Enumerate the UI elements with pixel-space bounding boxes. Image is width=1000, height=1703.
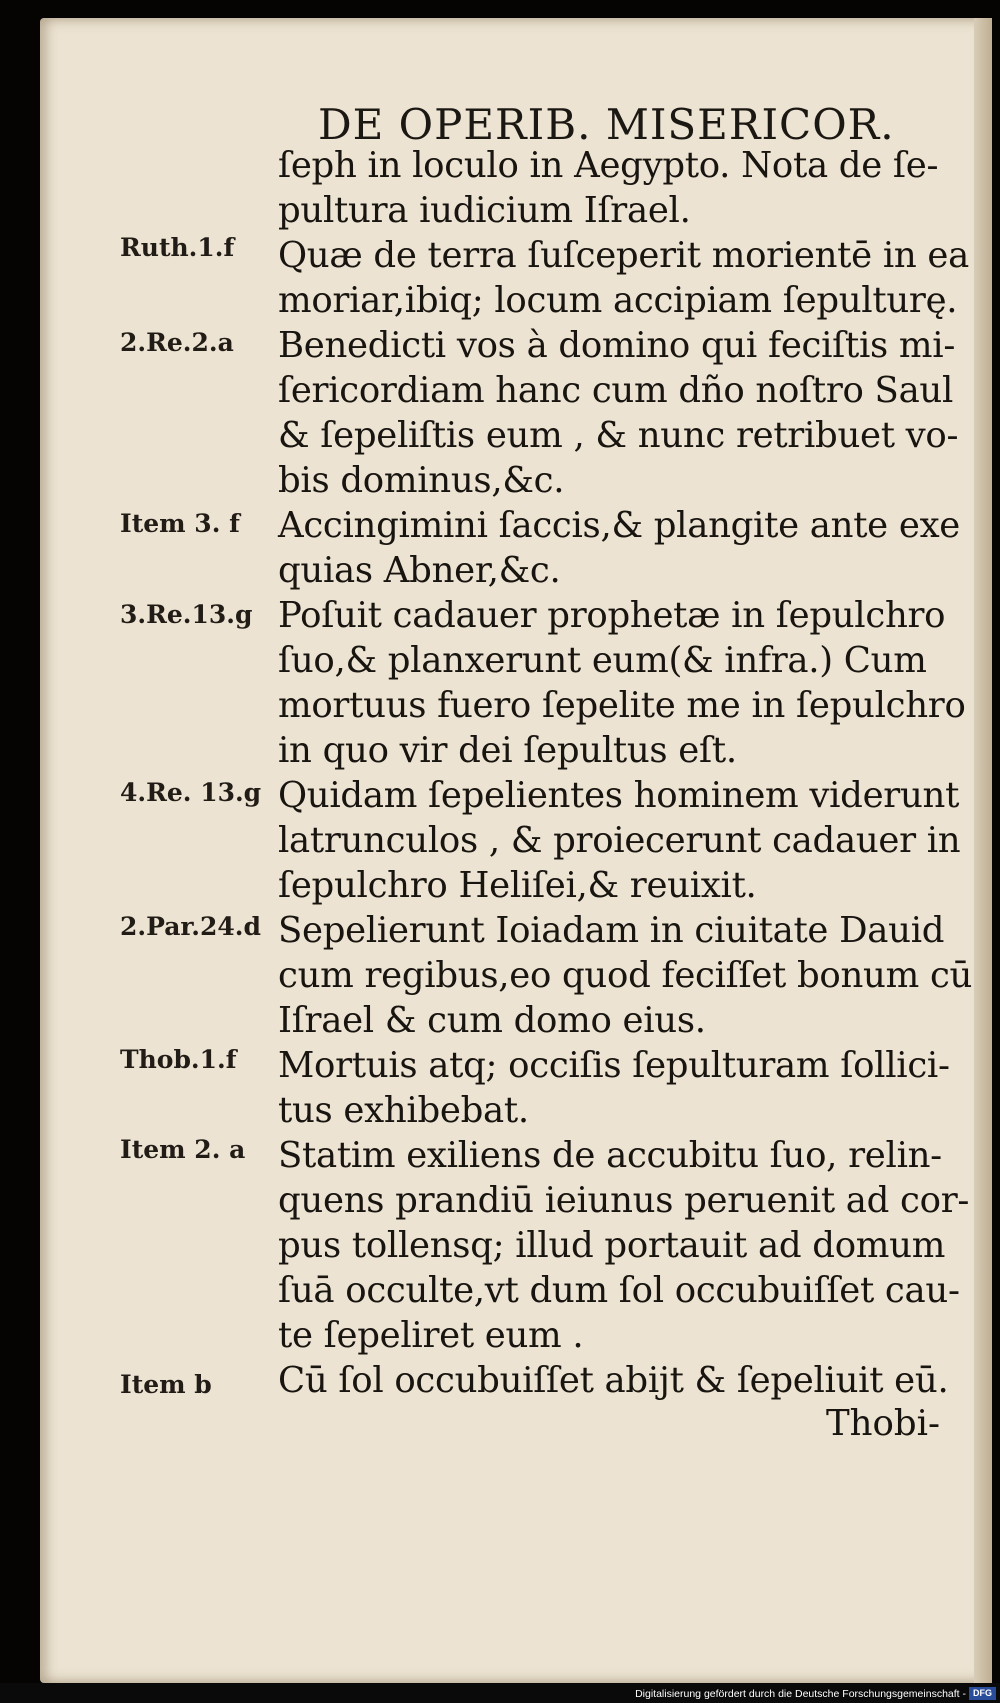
running-head: DE OPERIB. MISERICOR.	[318, 100, 895, 149]
margin-note: Thob.1.f	[120, 1045, 237, 1074]
text-line: Sepelierunt Ioiadam in ciuitate Dauid	[278, 910, 945, 951]
text-line: Quidam ſepelientes hominem viderunt	[278, 775, 960, 816]
text-line: Poſuit cadauer prophetæ in ſepulchro	[278, 595, 946, 636]
text-line: ſuā occulte,vt dum ſol occubuiſſet cau-	[278, 1270, 960, 1311]
text-line: Mortuis atq; occiſis ſepulturam ſollici-	[278, 1045, 950, 1086]
text-line: mortuus fuero ſepelite me in ſepulchro	[278, 685, 966, 726]
text-line: bis dominus,&c.	[278, 460, 565, 501]
text-line: pus tollensq; illud portauit ad domum	[278, 1225, 946, 1266]
footer-bar	[0, 1683, 1000, 1703]
text-line: Statim exiliens de accubitu ſuo, relin-	[278, 1135, 942, 1176]
text-line: ſuo,& planxerunt eum(& infra.) Cum	[278, 640, 927, 681]
text-line: tus exhibebat.	[278, 1090, 529, 1131]
text-line: Accingimini ſaccis,& plangite ante exe	[278, 505, 960, 546]
dfg-logo-icon[interactable]: DFG	[969, 1687, 996, 1700]
margin-note: Item 2. a	[120, 1135, 246, 1164]
margin-note: 3.Re.13.g	[120, 600, 253, 629]
text-line: quens prandiū ieiunus peruenit ad cor-	[278, 1180, 970, 1221]
text-line: moriar,ibiq; locum accipiam ſepulturę.	[278, 280, 958, 321]
catchword: Thobi-	[826, 1403, 940, 1444]
page-edge	[974, 18, 992, 1683]
text-line: Benedicti vos à domino qui feciſtis mi-	[278, 325, 956, 366]
text-line: ſepulchro Heliſei,& reuixit.	[278, 865, 757, 906]
text-line: Quæ de terra ſuſceperit morientē in ea	[278, 235, 970, 276]
text-line: pultura iudicium Iſrael.	[278, 190, 691, 231]
text-line: te ſepeliret eum .	[278, 1315, 584, 1356]
margin-note: 2.Re.2.a	[120, 328, 234, 357]
margin-note: 2.Par.24.d	[120, 912, 261, 941]
margin-note: Item b	[120, 1370, 212, 1399]
margin-note: Item 3. f	[120, 509, 240, 538]
text-line: cum regibus,eo quod feciſſet bonum cū	[278, 955, 973, 996]
funding-notice: Digitalisierung gefördert durch die Deutsche Forschungsgemeinschaft -	[635, 1688, 966, 1700]
margin-note: Ruth.1.f	[120, 233, 235, 262]
text-line: Iſrael & cum domo eius.	[278, 1000, 706, 1041]
text-line: ſericordiam hanc cum dño noſtro Saul	[278, 370, 954, 411]
text-line: ſeph in loculo in Aegypto. Nota de ſe-	[278, 145, 939, 186]
text-line: latrunculos , & proiecerunt cadauer in	[278, 820, 961, 861]
text-line: in quo vir dei ſepultus eſt.	[278, 730, 737, 771]
margin-note: 4.Re. 13.g	[120, 778, 262, 807]
text-line: Cū ſol occubuiſſet abijt & ſepeliuit eū.	[278, 1360, 949, 1401]
text-line: quias Abner,&c.	[278, 550, 561, 591]
text-line: & ſepeliſtis eum , & nunc retribuet vo-	[278, 415, 959, 456]
